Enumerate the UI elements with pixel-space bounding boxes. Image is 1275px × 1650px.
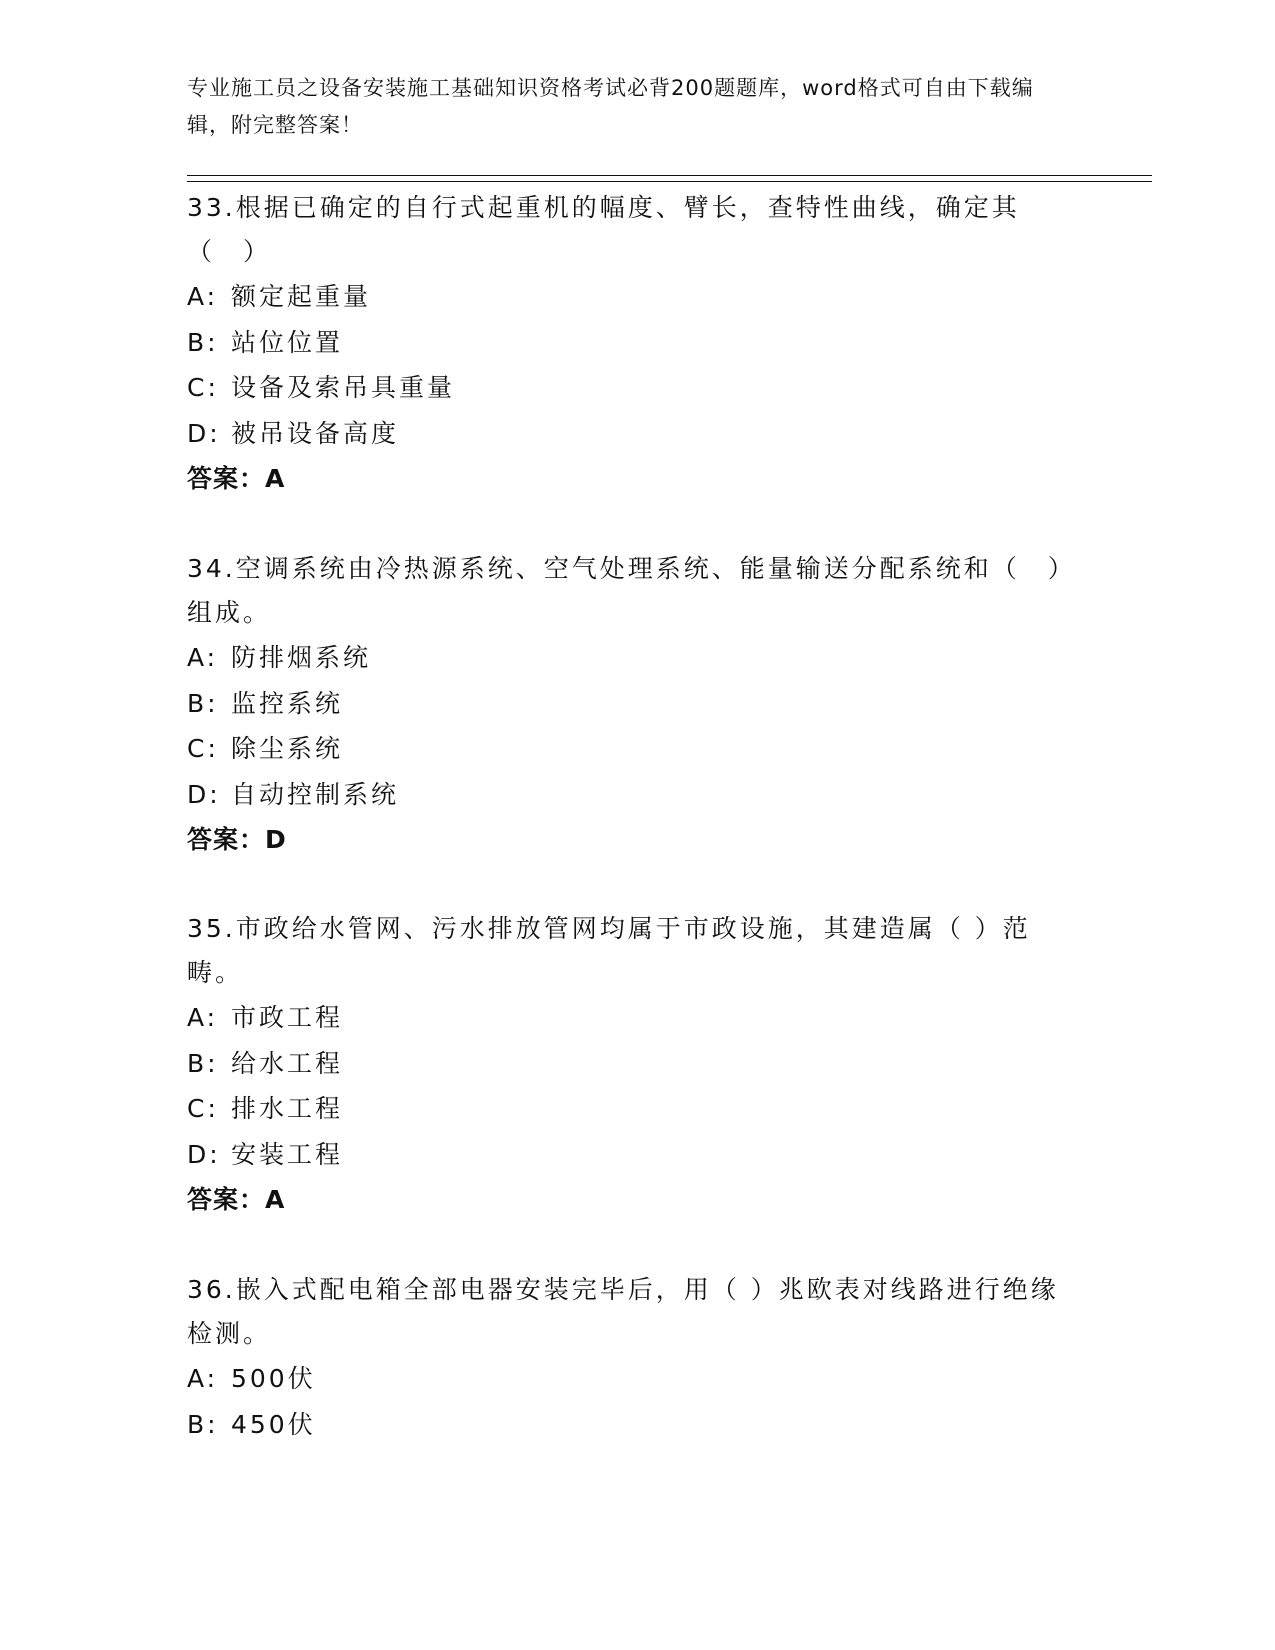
option-d xyxy=(187,411,1067,457)
question-stem: 36.嵌入式配电箱全部电器安装完毕后，用（ ）兆欧表对线路进行绝缘检测。 xyxy=(187,1275,1059,1348)
option-d xyxy=(187,772,1067,818)
header-divider-bottom xyxy=(187,181,1152,182)
option-key: D: xyxy=(187,1139,221,1169)
question-stem: 34.空调系统由冷热源系统、空气处理系统、能量输送分配系统和（ ）组成。 xyxy=(187,554,1064,627)
option-text: 站位位置 xyxy=(231,327,344,357)
option-key: D: xyxy=(187,779,221,809)
option-b xyxy=(187,681,1067,727)
option-text: 自动控制系统 xyxy=(231,779,400,809)
option-text: 450伏 xyxy=(231,1409,316,1439)
option-text: 设备及索吊具重量 xyxy=(231,373,456,402)
option-a xyxy=(187,1356,1067,1402)
option-a xyxy=(187,995,1067,1041)
option-key: B: xyxy=(187,688,219,718)
header-divider-top xyxy=(187,175,1152,176)
option-c xyxy=(187,365,1067,411)
answer-line: 答案：D xyxy=(187,825,287,854)
option-b xyxy=(187,320,1067,366)
option-text: 除尘系统 xyxy=(231,734,344,763)
question-35 xyxy=(187,907,1067,1223)
option-text: 市政工程 xyxy=(231,1003,344,1032)
option-text: 额定起重量 xyxy=(231,282,372,311)
option-key: B: xyxy=(187,1048,219,1078)
question-stem: 33.根据已确定的自行式起重机的幅度、臂长，查特性曲线，确定其（ ） xyxy=(187,193,1020,266)
question-33 xyxy=(187,186,1067,502)
option-text: 给水工程 xyxy=(231,1048,344,1078)
option-text: 500伏 xyxy=(231,1364,316,1393)
option-c xyxy=(187,1086,1067,1132)
option-text: 被吊设备高度 xyxy=(231,418,400,448)
question-36 xyxy=(187,1268,1067,1447)
option-key: C: xyxy=(187,1094,219,1123)
option-key: C: xyxy=(187,373,219,402)
option-a xyxy=(187,635,1067,681)
option-text: 排水工程 xyxy=(231,1094,344,1123)
option-text: 安装工程 xyxy=(231,1139,344,1169)
option-key: D: xyxy=(187,418,221,448)
option-key: B: xyxy=(187,1409,219,1439)
answer-line: 答案：A xyxy=(187,464,286,493)
option-text: 监控系统 xyxy=(231,688,344,718)
option-key: B: xyxy=(187,327,219,357)
option-d xyxy=(187,1132,1067,1178)
option-b xyxy=(187,1402,1067,1448)
option-b xyxy=(187,1041,1067,1087)
option-a xyxy=(187,274,1067,320)
option-key: A: xyxy=(187,1364,219,1393)
option-key: C: xyxy=(187,734,219,763)
answer-line: 答案：A xyxy=(187,1185,286,1214)
option-key: A: xyxy=(187,643,219,672)
question-34 xyxy=(187,547,1067,863)
option-text: 防排烟系统 xyxy=(231,643,372,672)
document-header: 专业施工员之设备安装施工基础知识资格考试必背200题题库，word格式可自由下载编辑，附完整答案！ xyxy=(187,76,1034,137)
option-c xyxy=(187,726,1067,772)
option-key: A: xyxy=(187,282,219,311)
question-stem: 35.市政给水管网、污水排放管网均属于市政设施，其建造属（ ）范畴。 xyxy=(187,914,1031,987)
option-key: A: xyxy=(187,1003,219,1032)
